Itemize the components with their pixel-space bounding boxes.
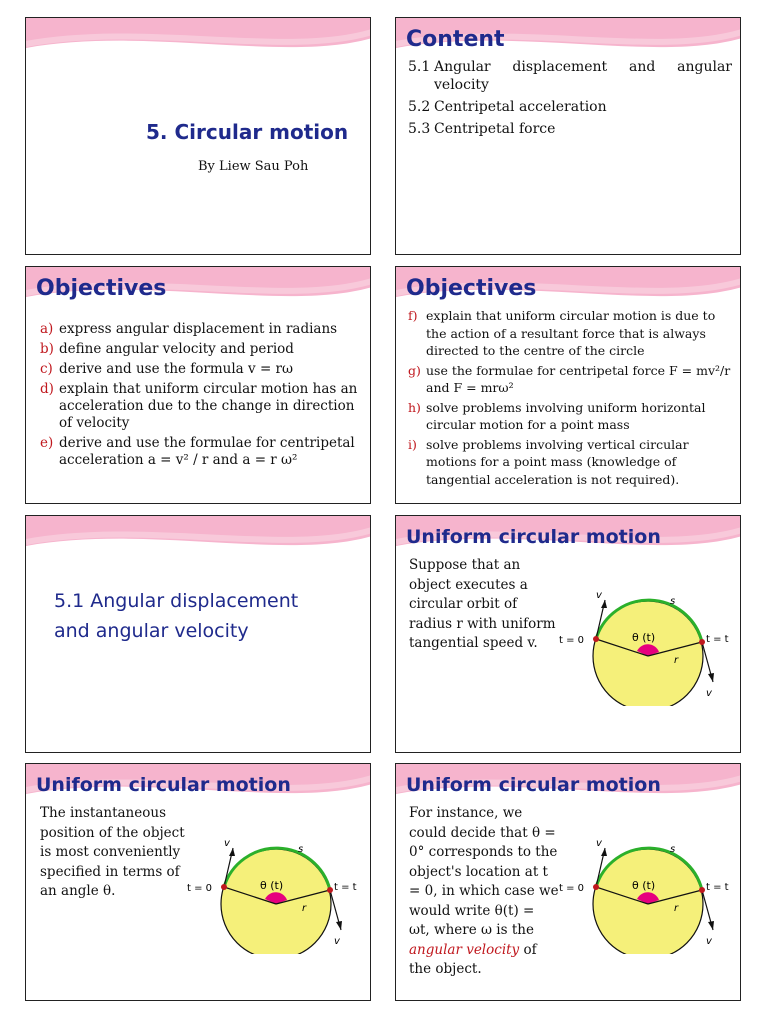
slide-objectives-1 xyxy=(25,266,371,504)
radius-label: r xyxy=(674,903,679,914)
objective-text: solve problems involving vertical circular motions for a point mass (knowledge of tangential acceleration is not required). xyxy=(426,436,689,487)
time-zero-label: t = 0 xyxy=(559,883,585,894)
objective-text: express angular displacement in radians xyxy=(59,321,338,337)
radius-label: r xyxy=(674,655,679,666)
slide-heading: Uniform circular motion xyxy=(406,526,661,548)
section-heading-line1: 5.1 Angular displacement xyxy=(54,590,299,612)
objective-marker: d) xyxy=(40,381,54,397)
objective-marker: g) xyxy=(408,362,421,378)
time-t-label: t = t xyxy=(706,634,729,645)
angle-label: θ (t) xyxy=(632,631,656,644)
velocity-label-top: v xyxy=(596,838,602,849)
content-item-number: 5.3 xyxy=(408,121,431,137)
objective-item xyxy=(408,399,732,434)
arc-length-label: s xyxy=(670,596,676,607)
objective-text: solve problems involving uniform horizontal circular motion for a point mass xyxy=(426,399,706,432)
slide-body xyxy=(409,804,559,980)
velocity-label-top: v xyxy=(596,590,602,601)
velocity-label-top: v xyxy=(224,838,230,849)
objective-text: define angular velocity and period xyxy=(59,341,294,357)
objective-item xyxy=(40,321,362,338)
objective-marker: a) xyxy=(40,321,54,337)
decorative-swoosh xyxy=(26,18,371,64)
objective-marker: b) xyxy=(40,341,54,357)
objective-item xyxy=(40,361,362,378)
objective-item xyxy=(408,307,732,360)
circular-motion-diagram xyxy=(556,834,736,954)
section-heading xyxy=(54,586,298,646)
content-list xyxy=(408,58,732,138)
slide-heading: Uniform circular motion xyxy=(406,774,661,796)
slide-heading: Uniform circular motion xyxy=(36,774,291,796)
objectives-list xyxy=(408,307,732,488)
objective-marker: c) xyxy=(40,361,53,377)
velocity-label-bottom: v xyxy=(706,688,712,699)
objective-item xyxy=(408,362,732,397)
slide-body: The instantaneous position of the object is most conveniently specified in terms of an angle θ. xyxy=(40,805,185,899)
objective-marker: e) xyxy=(40,435,54,451)
angle-label: θ (t) xyxy=(632,879,656,892)
objectives-list xyxy=(40,321,362,469)
objective-text: derive and use the formula v = rω xyxy=(59,361,294,377)
slide-heading: Content xyxy=(406,27,505,52)
content-item-number: 5.2 xyxy=(408,99,431,115)
circular-motion-diagram xyxy=(184,834,364,954)
velocity-label-bottom: v xyxy=(706,936,712,947)
slide-title-heading: 5. Circular motion xyxy=(146,120,349,144)
objective-item xyxy=(40,341,362,358)
slide-uniform-circular-2 xyxy=(25,763,371,1001)
objective-marker: f) xyxy=(408,308,418,323)
objective-text: explain that uniform circular motion is due to the action of a resultant force that is always directed to the centre of the circle xyxy=(426,308,716,358)
objective-text: derive and use the formulae for centripetal acceleration a = v² / r and a = r ω² xyxy=(59,435,355,468)
slide-heading: Objectives xyxy=(406,276,537,301)
velocity-label-bottom: v xyxy=(334,936,340,947)
content-item-text: Centripetal force xyxy=(434,121,556,137)
time-t-label: t = t xyxy=(706,882,729,893)
objective-item xyxy=(40,435,362,469)
objective-text: explain that uniform circular motion has an acceleration due to the change in direction of velocity xyxy=(59,381,358,431)
arc-length-label: s xyxy=(670,844,676,855)
content-item xyxy=(408,98,732,116)
slide-body-part1: For instance, we could decide that θ = 0° corresponds to the object's location at t = 0, in which case we would write θ(t) = ωt, where ω is the xyxy=(409,805,559,938)
slide-section-5-1 xyxy=(25,515,371,753)
author-line: By Liew Sau Poh xyxy=(198,159,309,174)
angular-velocity-highlight: angular velocity xyxy=(409,941,520,958)
objective-text: use the formulae for centripetal force F = mv²/r and F = mrω² xyxy=(426,362,731,395)
objective-marker: h) xyxy=(408,399,421,415)
content-item-number: 5.1 xyxy=(408,59,431,75)
content-item-text: Angular displacement and angular velocity xyxy=(434,59,732,93)
section-heading-line2: and angular velocity xyxy=(54,620,249,642)
slide-content xyxy=(395,17,741,255)
content-item-text: Centripetal acceleration xyxy=(434,99,607,115)
angle-label: θ (t) xyxy=(260,879,284,892)
time-zero-label: t = 0 xyxy=(559,635,585,646)
slide-objectives-2 xyxy=(395,266,741,504)
slide-uniform-circular-3 xyxy=(395,763,741,1001)
decorative-swoosh xyxy=(26,516,371,562)
time-zero-label: t = 0 xyxy=(187,883,213,894)
objective-item xyxy=(408,436,732,489)
content-item xyxy=(408,120,732,138)
slide-heading: Objectives xyxy=(36,276,167,301)
circular-motion-diagram xyxy=(556,586,736,706)
content-item xyxy=(408,58,732,94)
slide-title xyxy=(25,17,371,255)
objective-marker: i) xyxy=(408,436,417,452)
slide-uniform-circular-1 xyxy=(395,515,741,753)
objective-item xyxy=(40,381,362,432)
time-t-label: t = t xyxy=(334,882,357,893)
arc-length-label: s xyxy=(298,844,304,855)
radius-label: r xyxy=(302,903,307,914)
slide-body: Suppose that an object executes a circular orbit of radius r with uniform tangential speed v. xyxy=(409,557,556,651)
slide-body-part2: of the object. xyxy=(409,941,537,977)
